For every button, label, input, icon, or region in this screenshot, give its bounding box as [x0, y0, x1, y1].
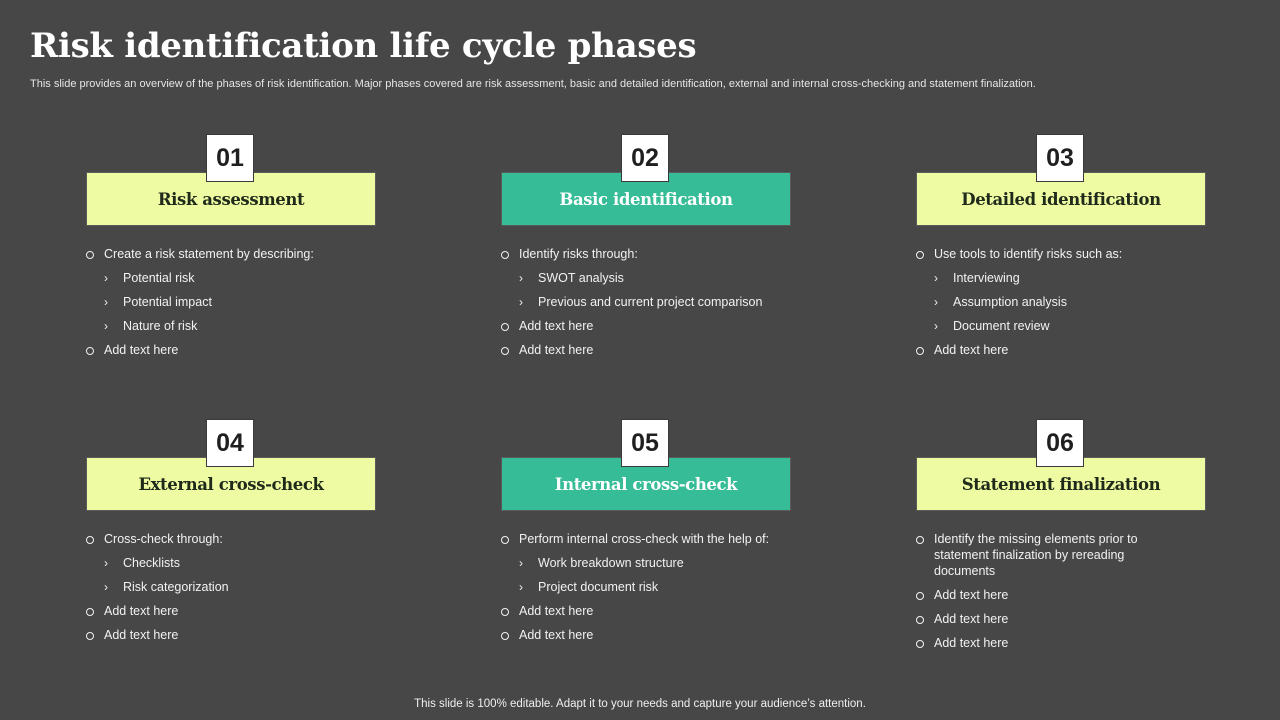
bullet-text: Identify risks through:	[519, 247, 638, 261]
circle-bullet-icon	[916, 616, 924, 624]
phase-number: 04	[206, 419, 254, 467]
chevron-right-icon: ›	[934, 319, 938, 333]
circle-bullet-icon	[501, 323, 509, 331]
bullet-item	[501, 246, 801, 262]
chevron-right-icon: ›	[104, 295, 108, 309]
bullet-item	[916, 635, 1146, 651]
bullet-text: Work breakdown structure	[538, 556, 684, 570]
bullet-item	[86, 603, 386, 619]
sub-bullet-item	[86, 294, 386, 310]
chevron-right-icon: ›	[104, 580, 108, 594]
phase-title: Risk assessment	[86, 172, 376, 226]
bullet-text: Add text here	[104, 604, 179, 618]
circle-bullet-icon	[501, 536, 509, 544]
bullet-text: Potential risk	[123, 271, 195, 285]
slide-footer: This slide is 100% editable. Adapt it to your needs and capture your audience’s attention.	[414, 698, 866, 710]
bullet-text: Add text here	[934, 636, 1009, 650]
sub-bullet-item	[501, 555, 801, 571]
chevron-right-icon: ›	[519, 556, 523, 570]
chevron-right-icon: ›	[519, 295, 523, 309]
sub-bullet-item	[916, 318, 1216, 334]
phase-title: Internal cross-check	[501, 457, 791, 511]
phase-item-list	[86, 531, 386, 651]
circle-bullet-icon	[916, 347, 924, 355]
circle-bullet-icon	[916, 251, 924, 259]
phase-title: External cross-check	[86, 457, 376, 511]
bullet-item	[501, 342, 801, 358]
circle-bullet-icon	[86, 347, 94, 355]
sub-bullet-item	[86, 579, 386, 595]
sub-bullet-item	[501, 270, 801, 286]
phase-item-list	[501, 531, 801, 651]
chevron-right-icon: ›	[519, 271, 523, 285]
chevron-right-icon: ›	[104, 271, 108, 285]
bullet-text: Add text here	[104, 628, 179, 642]
circle-bullet-icon	[501, 632, 509, 640]
bullet-text: Perform internal cross-check with the help of:	[519, 532, 770, 546]
slide-subtitle: This slide provides an overview of the phases of risk identification. Major phases covered are risk assessment, basic and detailed identification, external and internal cross-checking and statement finalization.	[30, 78, 1036, 90]
bullet-text: Add text here	[934, 343, 1009, 357]
circle-bullet-icon	[916, 592, 924, 600]
bullet-text: Potential impact	[123, 295, 212, 309]
sub-bullet-item	[86, 270, 386, 286]
circle-bullet-icon	[501, 251, 509, 259]
sub-bullet-item	[501, 579, 801, 595]
bullet-text: SWOT analysis	[538, 271, 624, 285]
bullet-text: Cross-check through:	[104, 532, 223, 546]
bullet-item	[501, 627, 801, 643]
bullet-text: Add text here	[104, 343, 179, 357]
bullet-text: Nature of risk	[123, 319, 198, 333]
bullet-text: Add text here	[519, 628, 594, 642]
bullet-text: Add text here	[934, 588, 1009, 602]
circle-bullet-icon	[916, 640, 924, 648]
circle-bullet-icon	[86, 608, 94, 616]
bullet-text: Project document risk	[538, 580, 659, 594]
bullet-text: Add text here	[519, 604, 594, 618]
phase-number: 02	[621, 134, 669, 182]
phase-number: 06	[1036, 419, 1084, 467]
phase-number: 05	[621, 419, 669, 467]
bullet-text: Create a risk statement by describing:	[104, 247, 314, 261]
bullet-item	[501, 531, 801, 547]
phase-title: Basic identification	[501, 172, 791, 226]
bullet-item	[86, 627, 386, 643]
bullet-item	[501, 603, 801, 619]
phase-item-list	[916, 531, 1146, 659]
bullet-text: Interviewing	[953, 271, 1020, 285]
bullet-text: Identify the missing elements prior to statement finalization by rereading documents	[934, 532, 1138, 578]
circle-bullet-icon	[86, 632, 94, 640]
chevron-right-icon: ›	[934, 271, 938, 285]
bullet-item	[86, 342, 386, 358]
bullet-item	[916, 342, 1216, 358]
chevron-right-icon: ›	[104, 319, 108, 333]
circle-bullet-icon	[501, 347, 509, 355]
bullet-text: Use tools to identify risks such as:	[934, 247, 1123, 261]
bullet-text: Document review	[953, 319, 1050, 333]
bullet-item	[916, 587, 1146, 603]
bullet-text: Risk categorization	[123, 580, 229, 594]
sub-bullet-item	[916, 294, 1216, 310]
chevron-right-icon: ›	[934, 295, 938, 309]
bullet-text: Add text here	[934, 612, 1009, 626]
sub-bullet-item	[86, 318, 386, 334]
bullet-item	[916, 531, 1146, 579]
circle-bullet-icon	[916, 536, 924, 544]
bullet-text: Add text here	[519, 343, 594, 357]
bullet-text: Previous and current project comparison	[538, 295, 763, 309]
slide-title: Risk identification life cycle phases	[30, 26, 697, 66]
chevron-right-icon: ›	[104, 556, 108, 570]
phase-title: Statement finalization	[916, 457, 1206, 511]
bullet-item	[86, 246, 386, 262]
sub-bullet-item	[86, 555, 386, 571]
bullet-item	[916, 246, 1216, 262]
phase-number: 03	[1036, 134, 1084, 182]
sub-bullet-item	[501, 294, 801, 310]
circle-bullet-icon	[86, 536, 94, 544]
chevron-right-icon: ›	[519, 580, 523, 594]
circle-bullet-icon	[86, 251, 94, 259]
bullet-item	[501, 318, 801, 334]
bullet-item	[916, 611, 1146, 627]
bullet-item	[86, 531, 386, 547]
bullet-text: Add text here	[519, 319, 594, 333]
bullet-text: Assumption analysis	[953, 295, 1067, 309]
bullet-text: Checklists	[123, 556, 180, 570]
sub-bullet-item	[916, 270, 1216, 286]
phase-title: Detailed identification	[916, 172, 1206, 226]
phase-item-list	[86, 246, 386, 366]
circle-bullet-icon	[501, 608, 509, 616]
phase-item-list	[501, 246, 801, 366]
phase-item-list	[916, 246, 1216, 366]
phase-number: 01	[206, 134, 254, 182]
